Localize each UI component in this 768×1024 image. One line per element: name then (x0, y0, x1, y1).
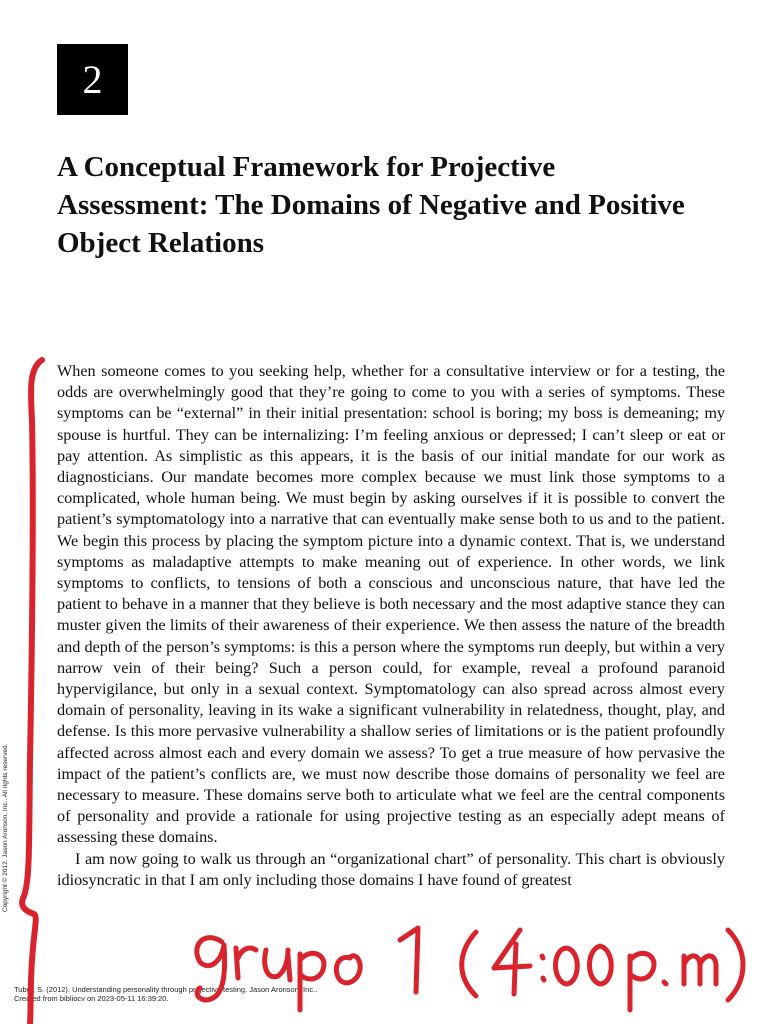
paragraph-2: I am now going to walk us through an “organizational chart” of personality. This chart is obviously idiosyncratic in that I am only including those domains I have found of greatest (57, 849, 725, 889)
chapter-number: 2 (82, 57, 103, 102)
chapter-number-box (57, 44, 128, 115)
citation-footer (14, 985, 317, 1003)
paragraph-1: When someone comes to you seeking help, whether for a consultative interview or for a testing, the odds are overwhelmingly good that they’re going to come to you with a series of symptoms. These symptoms can be “external” in their initial presentation: school is boring; my boss is demeaning; my spouse is hurtful. They can be internalizing: I’m feeling anxious or depressed; I can’t sleep or eat or pay attention. As simplistic as this appears, it is the basis of our initial mandate for our work as diagnosticians. Our mandate becomes more complex because we must link those symptoms to a complicated, whole human being. We must begin by asking ourselves if it is possible to convert the patient’s symptomatology into a narrative that can eventually make sense both to us and to the patient. We begin this process by placing the symptom picture into a dynamic context. That is, we understand symptoms as maladaptive attempts to make meaning out of experience. In other words, we link symptoms to conflicts, to tensions of both a conscious and unconscious nature, that have led the patient to behave in a manner that they believe is both necessary and the most adaptive stance they can muster given the limits of their awareness of their experience. We then assess the nature of the breadth and depth of the person’s symptoms: is this a person where the symptoms run deeply, but within a very narrow vein of their being? Such a person could, for example, reveal a profound paranoid hypervigilance, but only in a sexual context. Symptomatology can also spread across almost every domain of personality, leaving in its wake a significant vulnerability in relatedness, thought, play, and defense. Is this more pervasive vulnerability a shallow series of limitations or is the patient profoundly affected across almost each and every domain we assess? To get a true measure of how pervasive the impact of the patient’s conflicts are, we must now describe those domains of personality we feel are necessary to measure. These domains serve both to articulate what we feel are the central components of personality and provide a rationale for using projective testing as an especially adept means of assessing these domains. (57, 362, 725, 847)
handwritten-note: grupo 1 (4:00 p.m) (460, 985, 470, 986)
citation-line: Tuber, S. (2012). Understanding personality through projective testing. Jason Aronson, Inc.. (14, 985, 318, 994)
created-line: Created from bibliocv on 2023-05-11 16:39:20. (14, 994, 169, 1003)
red-brace-mark (22, 360, 42, 1024)
body-text (57, 361, 725, 891)
chapter-title: A Conceptual Framework for Projective Assessment: The Domains of Negative and Positive Object Relations (57, 151, 685, 259)
side-copyright: Copyright © 2012. Jason Aronson, Inc.. All rights reserved. (2, 743, 9, 912)
